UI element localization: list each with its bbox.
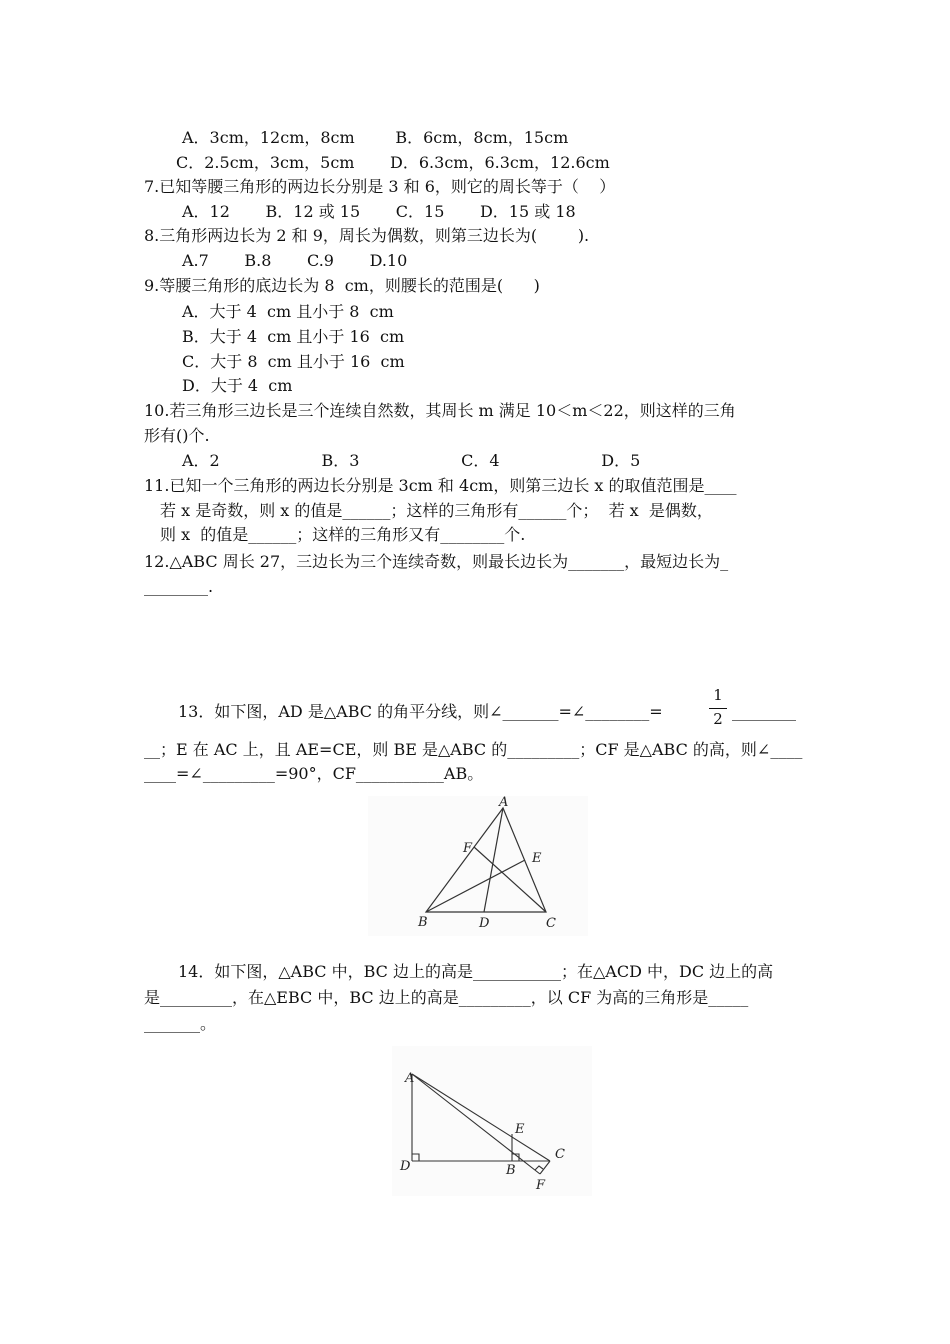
- q14-line1: 14．如下图，△ABC 中，BC 边上的高是___________；在△ACD 中，DC 边上的高: [178, 962, 774, 981]
- label-c: C: [546, 916, 556, 931]
- q6-options-cd: C．2.5cm，3cm，5cm D．6.3cm，6.3cm，12.6cm: [176, 153, 610, 172]
- q7-options: A．12 B．12 或 15 C．15 D．15 或 18: [182, 202, 576, 221]
- fraction-numerator: 1: [713, 686, 723, 704]
- label-d: D: [400, 1159, 411, 1174]
- q6-options-ab: A．3cm，12cm，8cm B．6cm，8cm，15cm: [182, 128, 569, 147]
- label-e: E: [532, 851, 542, 866]
- q12-line1: 12.△ABC 周长 27，三边长为三个连续奇数，则最长边长为_______，最短边长为_: [144, 552, 729, 571]
- label-b: B: [506, 1163, 516, 1178]
- q9-option-b: B．大于 4 cm 且小于 16 cm: [182, 327, 405, 346]
- label-f: F: [536, 1178, 546, 1193]
- label-b: B: [418, 915, 428, 930]
- q12-line2: ________.: [144, 577, 214, 596]
- q13-line3: ____=∠_________=90°，CF___________AB。: [144, 764, 484, 783]
- fraction-bar: [709, 708, 727, 709]
- label-d: D: [479, 916, 490, 931]
- label-a: A: [405, 1071, 415, 1086]
- q8-options: A.7 B.8 C.9 D.10: [182, 251, 408, 270]
- q8-stem: 8.三角形两边长为 2 和 9，周长为偶数，则第三边长为( ).: [144, 226, 590, 245]
- q9-option-a: A．大于 4 cm 且小于 8 cm: [182, 302, 394, 321]
- q10-stem-line2: 形有()个.: [144, 426, 210, 445]
- fraction-denominator: 2: [713, 710, 723, 728]
- label-a: A: [499, 796, 509, 810]
- q10-stem-line1: 10.若三角形三边长是三个连续自然数，其周长 m 满足 10＜m＜22，则这样的三角: [144, 401, 736, 420]
- q7-stem: 7.已知等腰三角形的两边长分别是 3 和 6，则它的周长等于（ ）: [144, 177, 616, 196]
- label-f: F: [463, 841, 473, 856]
- label-e: E: [515, 1122, 525, 1137]
- q11-line1: 11.已知一个三角形的两边长分别是 3cm 和 4cm，则第三边长 x 的取值范围是____: [144, 476, 737, 495]
- figure-obtuse-triangle-altitudes: [392, 1046, 592, 1196]
- q10-options: A．2 B．3 C．4 D．5: [182, 451, 641, 470]
- q9-option-c: C．大于 8 cm 且小于 16 cm: [182, 352, 405, 371]
- q13-line2: __；E 在 AC 上，且 AE=CE，则 BE 是△ABC 的_________；CF 是△ABC 的高，则∠____: [144, 740, 803, 759]
- figure-triangle-abc-cevians: [368, 796, 588, 936]
- q11-line3: 则 x 的值是______；这样的三角形又有________个.: [160, 525, 526, 544]
- q14-line2: 是_________，在△EBC 中，BC 边上的高是_________，以 CF 为高的三角形是_____: [144, 988, 749, 1007]
- q9-stem: 9.等腰三角形的底边长为 8 cm，则腰长的范围是( ): [144, 276, 540, 295]
- q14-line3: _______。: [144, 1014, 217, 1033]
- q9-option-d: D．大于 4 cm: [182, 376, 293, 395]
- q13-line1-left: 13．如下图，AD 是△ABC 的角平分线，则∠_______=∠________=: [178, 702, 663, 721]
- q11-line2: 若 x 是奇数，则 x 的值是______；这样的三角形有______个； 若 x 是偶数，: [160, 501, 713, 520]
- label-c: C: [555, 1147, 565, 1162]
- q13-line1-right: ________: [732, 702, 796, 721]
